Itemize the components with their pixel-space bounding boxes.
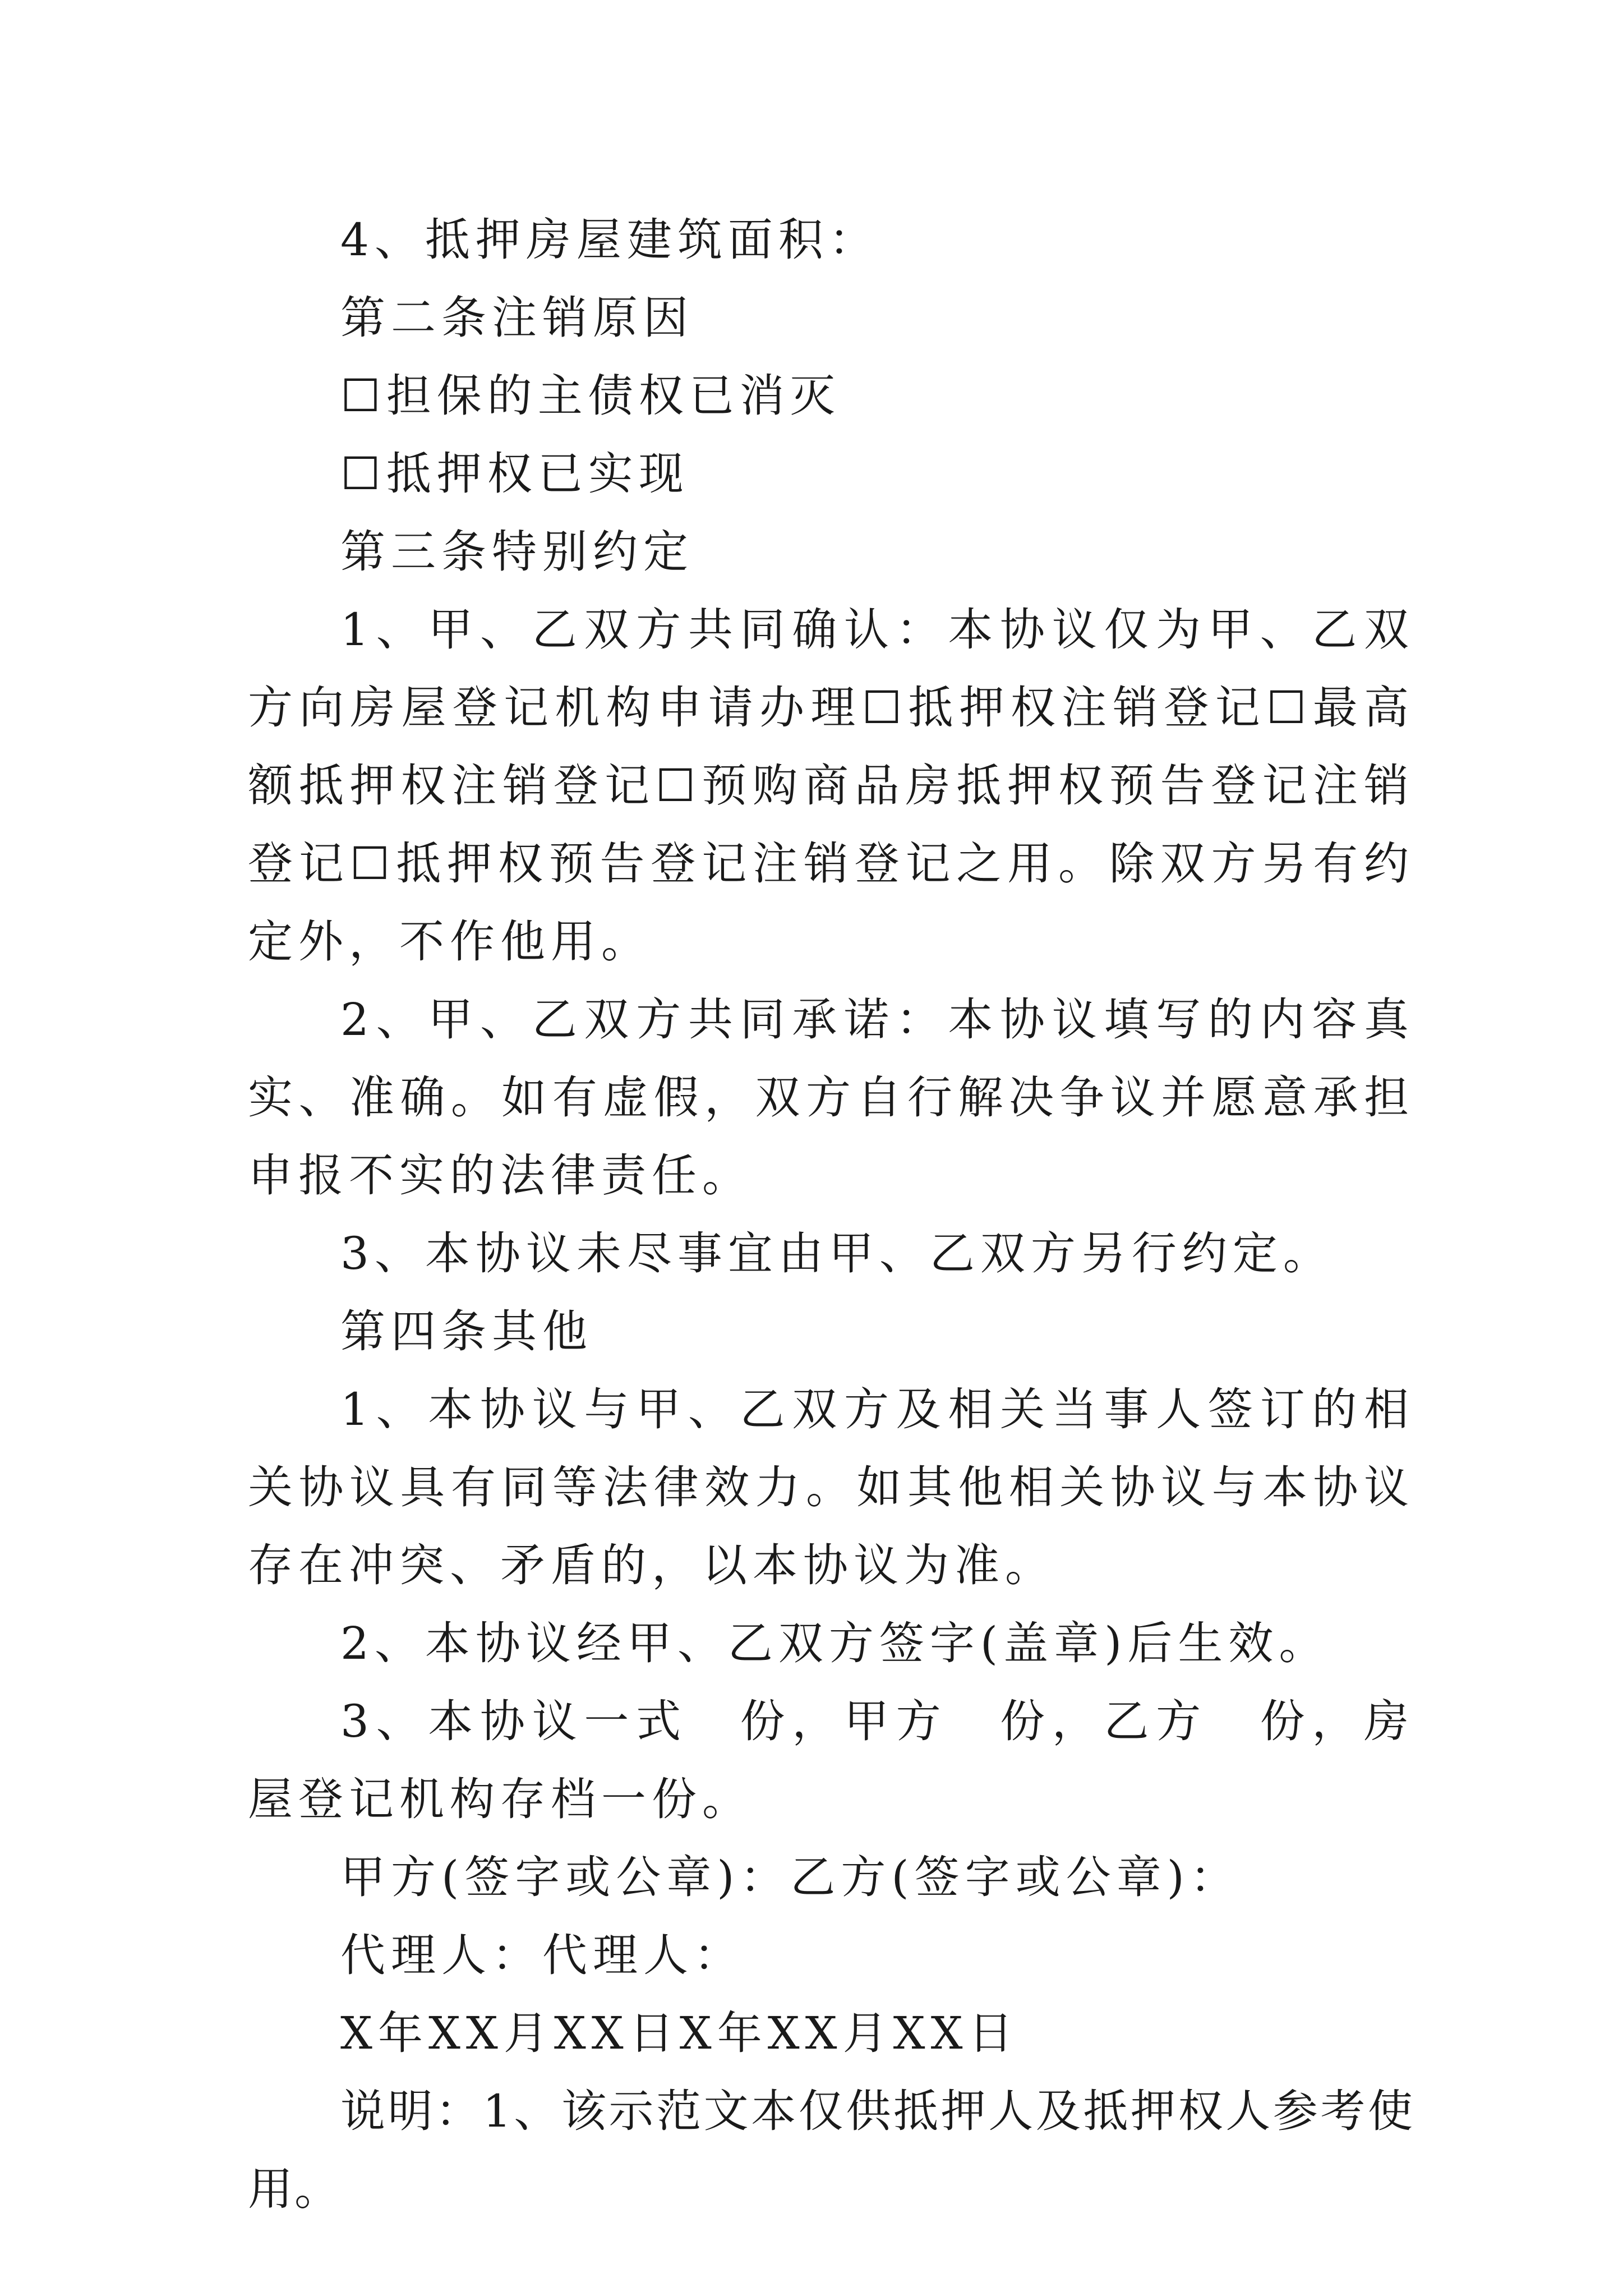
other-clause-2: 2、本协议经甲、乙双方签字(盖章)后生效。 <box>340 1617 1330 1669</box>
date-line: X年XX月XX日X年XX月XX日 <box>340 2007 1019 2059</box>
agent-line: 代理人：代理人： <box>340 1929 744 1981</box>
reason-option-debt-extinguished: ☐担保的主债权已消灭 <box>340 370 841 422</box>
clause-area: 4、抵押房屋建筑面积： <box>340 214 879 266</box>
other-clause-1: 1、本协议与甲、乙双方及相关当事人签订的相关协议具有同等法律效力。如其他相关协议与本协议存在冲突、矛盾的，以本协议为准。 <box>248 1383 1414 1591</box>
special-clause-3: 3、本协议未尽事宜由甲、乙双方另行约定。 <box>340 1227 1334 1280</box>
special-clause-1: 1、甲、乙双方共同确认：本协议仅为甲、乙双方向房屋登记机构申请办理☐抵押权注销登记☐最高额抵押权注销登记☐预购商品房抵押权预告登记注销登记☐抵押权预告登记注销登记之用。除双方另有约定外，不作他用。 <box>248 604 1414 968</box>
special-clause-2: 2、甲、乙双方共同承诺：本协议填写的内容真实、准确。如有虚假，双方自行解决争议并愿意承担申报不实的法律责任。 <box>248 993 1414 1202</box>
signature-line: 甲方(签字或公章)：乙方(签字或公章)： <box>340 1851 1241 1903</box>
other-clause-3: 3、本协议一式 份，甲方 份，乙方 份，房屋登记机构存档一份。 <box>248 1695 1414 1825</box>
article-2-heading: 第二条注销原因 <box>340 292 694 344</box>
document-page <box>248 201 1414 2228</box>
article-3-heading: 第三条特别约定 <box>340 526 694 578</box>
reason-option-mortgage-realized: ☐抵押权已实现 <box>340 448 689 500</box>
note-line: 说明：1、该示范文本仅供抵押人及抵押权人参考使用。 <box>248 2085 1414 2215</box>
article-4-heading: 第四条其他 <box>340 1305 593 1358</box>
